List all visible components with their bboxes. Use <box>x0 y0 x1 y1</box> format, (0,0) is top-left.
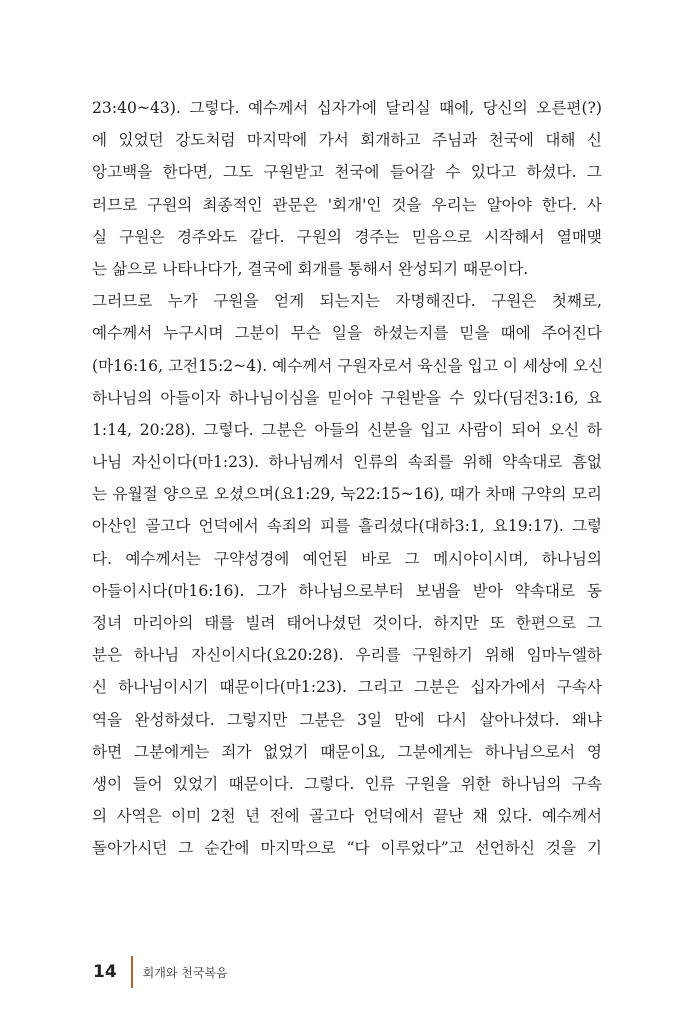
text-line: 그러므로 누가 구원을 얻게 되는지는 자명해진다. 구원은 첫째로, <box>92 292 602 311</box>
text-line: 는 유월절 양으로 오셨으며(요1:29, 눅22:15~16), 때가 차매 구약의 모리 <box>92 485 602 504</box>
text-line: 앙고백을 한다면, 그도 구원받고 천국에 들어갈 수 있다고 하셨다. 그 <box>92 163 602 182</box>
text-line: 신 하나님이시기 때문이다(마1:23). 그리고 그분은 십자가에서 구속사 <box>92 678 602 697</box>
text-line: 23:40~43). 그렇다. 예수께서 십자가에 달리실 때에, 당신의 오른편(?) <box>92 99 602 117</box>
text-line: 하나님의 아들이자 하나님이심을 믿어야 구원받을 수 있다(딤전3:16, 요 <box>92 388 602 407</box>
text-line: 정녀 마리아의 태를 빌려 태어나셨던 것이다. 하지만 또 한편으로 그 <box>92 614 602 632</box>
text-line: 생이 들어 있었기 때문이다. 그렇다. 인류 구원을 위한 하나님의 구속 <box>92 774 602 793</box>
text-line: (마16:16, 고전15:2~4). 예수께서 구원자로서 육신을 입고 이 세상에 오신 <box>92 356 604 375</box>
text-line: 1:14, 20:28). 그렇다. 그분은 아들의 신분을 입고 사람이 되어 오신 하 <box>92 420 602 439</box>
text-line: 실 구원은 경주와도 같다. 구원의 경주는 믿음으로 시작해서 열매맺 <box>92 227 602 246</box>
text-line: 예수께서 누구시며 그분이 무슨 일을 하셨는지를 믿을 때에 주어진다 <box>92 324 602 343</box>
text-line: 는 삶으로 나타나다가, 결국에 회개를 통해서 완성되기 때문이다. <box>92 259 529 278</box>
text-line: 러므로 구원의 최종적인 관문은 '회개'인 것을 우리는 알아야 한다. 사 <box>92 195 602 214</box>
text-line: 아들이시다(마16:16). 그가 하나님으로부터 보냄을 받아 약속대로 동 <box>92 581 602 600</box>
page-number: 14 <box>93 962 117 982</box>
text-line: 의 사역은 이미 2천 년 전에 골고다 언덕에서 끝난 채 있다. 예수께서 <box>92 807 602 826</box>
text-line: 다. 예수께서는 구약성경에 예언된 바로 그 메시야이시며, 하나님의 <box>92 549 602 568</box>
page-footer <box>93 950 228 994</box>
text-line: 분은 하나님 자신이시다(요20:28). 우리를 구원하기 위해 임마누엘하 <box>92 646 602 665</box>
text-line: 에 있었던 강도처럼 마지막에 가서 회개하고 주님과 천국에 대해 신 <box>92 131 602 150</box>
text-line: 아산인 골고다 언덕에서 속죄의 피를 흘리셨다(대하3:1, 요19:17). 그렇 <box>92 517 602 536</box>
text-line: 나님 자신이다(마1:23). 하나님께서 인류의 속죄를 위해 약속대로 흠없 <box>92 453 602 472</box>
text-line: 돌아가시던 그 순간에 마지막으로 “다 이루었다”고 선언하신 것을 기 <box>92 839 602 858</box>
text-line: 하면 그분에게는 죄가 없었기 때문이요, 그분에게는 하나님으로서 영 <box>92 742 602 761</box>
body-text <box>92 92 602 865</box>
text-line: 역을 완성하셨다. 그렇지만 그분은 3일 만에 다시 살아나셨다. 왜냐 <box>92 710 602 729</box>
book-title: 회개와 천국복음 <box>142 965 228 980</box>
footer-divider <box>131 956 133 988</box>
